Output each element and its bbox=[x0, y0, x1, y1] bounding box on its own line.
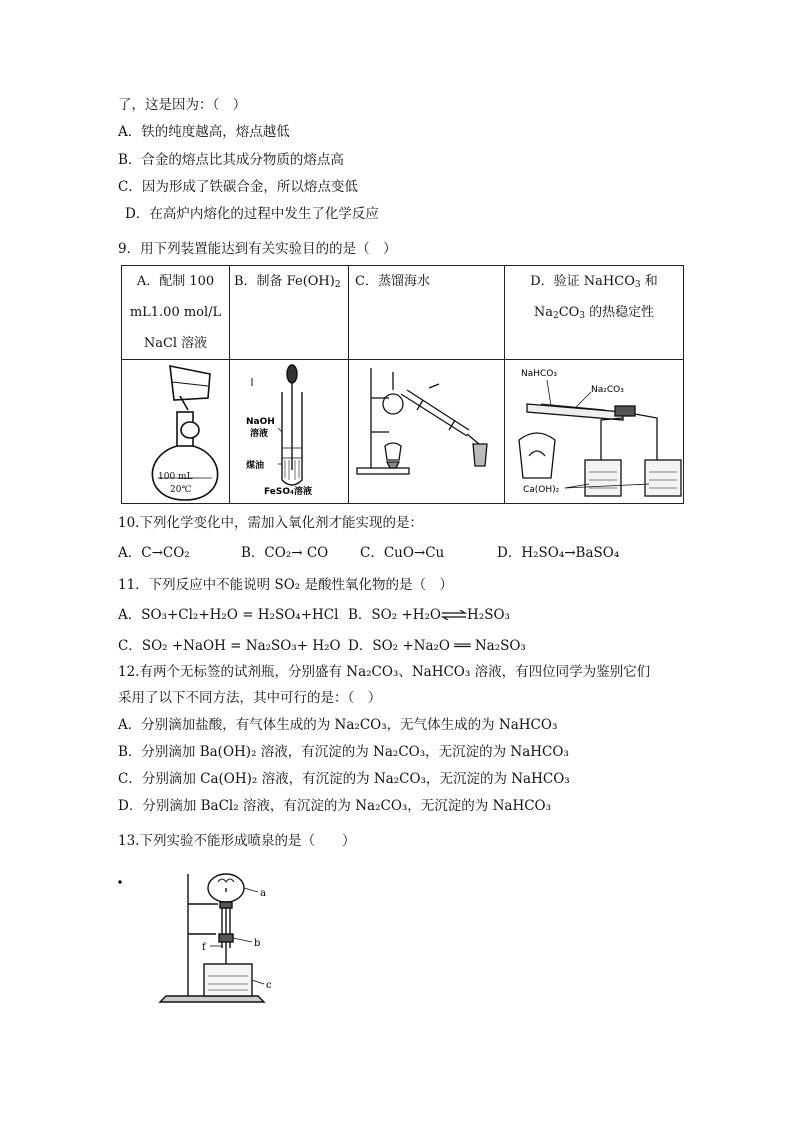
q9-figure-b bbox=[230, 360, 349, 504]
label-b: b bbox=[254, 938, 261, 949]
q9-apparatus-table bbox=[121, 265, 684, 504]
naoh-solution-label: 溶液 bbox=[250, 429, 269, 439]
q9-d-line2-sub2: 3 bbox=[579, 311, 586, 321]
q8-option-d: D．在高炉内熔化的过程中发生了化学反应 bbox=[125, 206, 379, 222]
label-c: c bbox=[266, 980, 272, 991]
fountain-experiment-diagram bbox=[118, 868, 298, 1003]
q11-option-d: D．SO₂ +Na₂O ══ Na₂SO₃ bbox=[348, 638, 526, 654]
q11-b-right: H₂SO₃ bbox=[467, 607, 510, 623]
q10-option-a: A．C→CO₂ bbox=[118, 545, 190, 561]
q12-stem-line1: 12.有两个无标签的试剂瓶，分别盛有 Na₂CO₃、NaHCO₃ 溶液，有四位同学为鉴别它们 bbox=[118, 664, 651, 680]
q11-option-c: C．SO₂ +NaOH = Na₂SO₃+ H₂O bbox=[118, 638, 341, 654]
q12-option-c: C．分别滴加 Ca(OH)₂ 溶液，有沉淀的为 Na₂CO₃，无沉淀的为 NaHCO₃ bbox=[118, 771, 570, 787]
q12-option-d: D．分别滴加 BaCl₂ 溶液，有沉淀的为 Na₂CO₃，无沉淀的为 NaHCO₃ bbox=[118, 798, 552, 814]
q9-cell-a-header bbox=[122, 266, 230, 360]
q9-d-line1-sub: 3 bbox=[634, 280, 641, 290]
q10-option-d: D．H₂SO₄→BaSO₄ bbox=[497, 545, 620, 561]
q9-a-line2: mL1.00 mol/L bbox=[129, 305, 222, 320]
flask-temp-label: 20℃ bbox=[170, 485, 192, 495]
q12-stem-line2: 采用了以下不同方法，其中可行的是：（ ） bbox=[118, 690, 382, 706]
q11-option-b bbox=[348, 606, 510, 624]
q9-stem: 9．用下列装置能达到有关实验目的的是（ ） bbox=[118, 241, 397, 257]
caoh2-label: Ca(OH)₂ bbox=[523, 485, 560, 495]
q8-option-b: B．合金的熔点比其成分物质的熔点高 bbox=[118, 152, 344, 168]
q8-option-a: A．铁的纯度越高，熔点越低 bbox=[118, 124, 290, 140]
q9-d-line2-mid: CO bbox=[558, 305, 580, 320]
q9-figure-d bbox=[505, 360, 684, 504]
q10-option-c: C．CuO→Cu bbox=[360, 545, 445, 561]
q11-option-a: A．SO₃+Cl₂+H₂O = H₂SO₄+HCl bbox=[118, 607, 339, 623]
thermal-stability-diagram bbox=[505, 360, 688, 503]
q9-c-label: C．蒸馏海水 bbox=[355, 274, 430, 289]
q9-d-line1: D．验证 NaHCO bbox=[530, 274, 635, 289]
test-tube-diagram bbox=[230, 360, 348, 503]
label-a: a bbox=[260, 888, 266, 899]
q11-b-left: B．SO₂ +H₂O bbox=[348, 607, 442, 623]
q9-cell-c-header bbox=[349, 266, 505, 360]
q10-stem: 10.下列化学变化中，需加入氧化剂才能实现的是： bbox=[118, 515, 423, 531]
q9-a-line1: A．配制 100 bbox=[136, 274, 215, 289]
q10-option-b: B．CO₂→ CO bbox=[241, 545, 329, 561]
flask-volume-label: 100 mL bbox=[158, 472, 193, 482]
label-f: f bbox=[202, 942, 206, 953]
distillation-diagram bbox=[349, 360, 504, 503]
q12-option-a: A．分别滴加盐酸，有气体生成的为 Na₂CO₃，无气体生成的为 NaHCO₃ bbox=[118, 717, 558, 733]
equilibrium-arrow-icon bbox=[441, 610, 467, 620]
q9-b-sub: 2 bbox=[334, 280, 341, 290]
volumetric-flask-diagram bbox=[122, 360, 229, 503]
q9-cell-d-header bbox=[505, 266, 684, 360]
naoh-label: NaOH bbox=[246, 417, 275, 427]
q11-stem: 11．下列反应中不能说明 SO₂ 是酸性氧化物的是（ ） bbox=[118, 577, 453, 593]
q12-option-b: B．分别滴加 Ba(OH)₂ 溶液，有沉淀的为 Na₂CO₃，无沉淀的为 NaHCO₃ bbox=[118, 744, 569, 760]
q13-stem: 13.下列实验不能形成喷泉的是（ ） bbox=[118, 833, 356, 849]
q9-b-label: B．制备 Fe(OH) bbox=[234, 274, 335, 289]
na2co3-label: Na₂CO₃ bbox=[591, 385, 624, 395]
q9-d-line1-end: 和 bbox=[640, 274, 658, 289]
q9-cell-b-header bbox=[230, 266, 349, 360]
q8-option-c: C．因为形成了铁碳合金，所以熔点变低 bbox=[118, 179, 358, 195]
q9-d-line2-sub: 2 bbox=[552, 311, 559, 321]
q9-a-line3: NaCl 溶液 bbox=[143, 336, 208, 351]
q8-stem-end: 了，这是因为：（ ） bbox=[118, 97, 247, 113]
q9-figure-c bbox=[349, 360, 505, 504]
kerosene-label: 煤油 bbox=[246, 461, 265, 471]
q9-d-line2: Na bbox=[533, 305, 553, 320]
nahco3-label: NaHCO₃ bbox=[521, 369, 557, 379]
q9-figure-a bbox=[122, 360, 230, 504]
feso4-label: FeSO₄溶液 bbox=[264, 487, 312, 497]
q9-d-line2-end: 的热稳定性 bbox=[585, 305, 655, 320]
